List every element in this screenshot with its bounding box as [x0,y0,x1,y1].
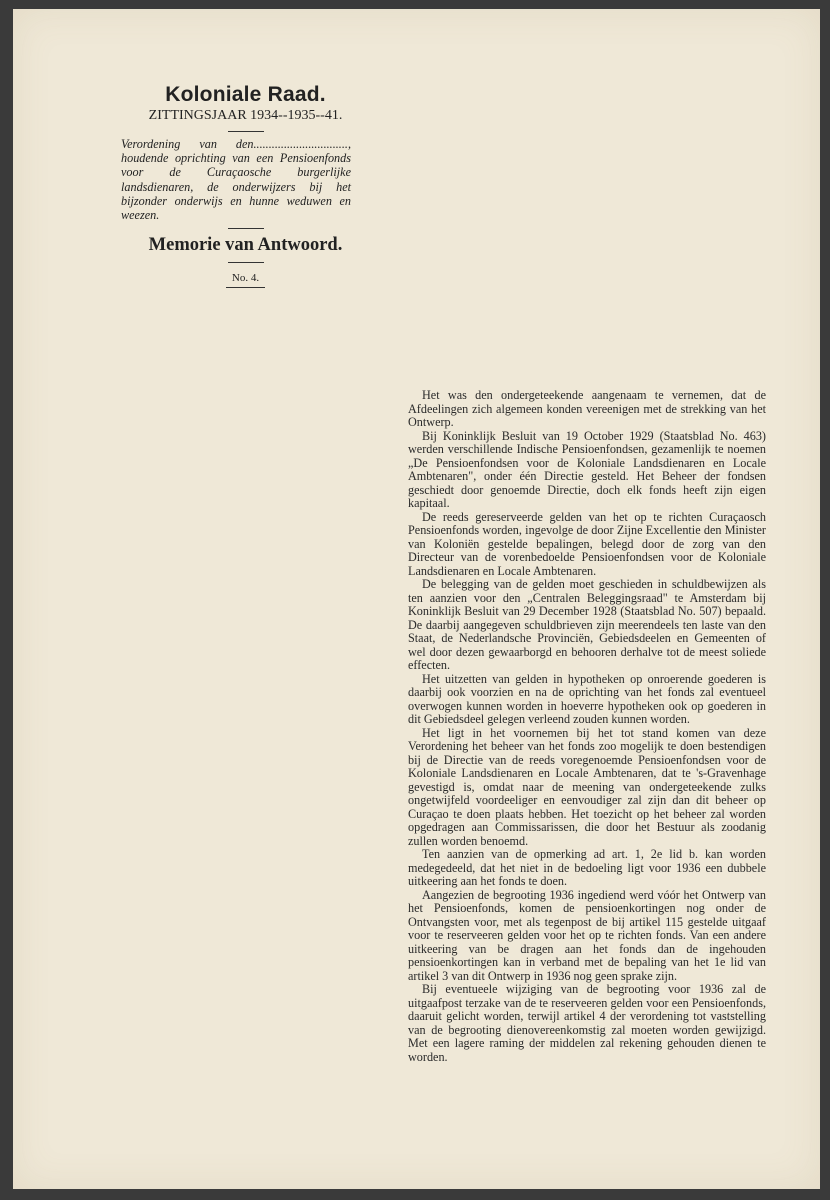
divider [228,131,264,132]
paragraph: Het ligt in het voornemen bij het tot stand komen van deze Verordening het beheer van het fonds zoo mogelijk te doen bestendigen bij de Directie van de reeds voregenoemde Pensioenfondsen voor de Koloniale Landsdienaren en Locale Ambtenaren, dat te 's-Gravenhage gevestigd is, omdat naar de meening van ondergeteekende zulks ongetwijfeld voordeeliger en eenvoudiger zal zijn dan dit beheer op Curaçao te doen plaats hebben. Het toezicht op het beheer zal worden opgedragen aan Commissarissen, die door het Bestuur als zoodanig zullen worden benoemd. [408,725,766,848]
document-page [13,9,820,1189]
document-type: Memorie van Antwoord. [148,235,343,256]
paragraph: Het uitzetten van gelden in hypotheken op onroerende goederen is daarbij ook voorzien en na de oprichting van het fonds zal eventueel overwogen kunnen worden in hoeverre hypotheken ook op goederen in dit Gebiedsdeel gelegen verleend zouden kunnen worden. [408,671,766,726]
divider [228,262,264,263]
paragraph: De belegging van de gelden moet geschieden in schuldbewijzen als ten aanzien voor den „Centralen Beleggingsraad" te Amsterdam bij Koninklijk Besluit van 29 December 1928 (Staatsblad No. 507) bepaald. De daarbij aangegeven schuldbrieven zijn meerendeels ten laste van den Staat, de Nederlandsche Provinciën, Gebiedsdeelen en Gemeenten of wel door dezen gewaarborgd en behooren derhalve tot de meest soliede effecten. [408,577,766,672]
document-number: No. 4. [226,271,265,288]
paragraph: Aangezien de begrooting 1936 ingediend werd vóór het Ontwerp van het Pensioenfonds, komen de pensioenkortingen nog onder de Ontvangsten voor, met als tegenpost de bij artikel 115 gestelde uitgaaf voor te reserveeren gelden voor het op te richten fonds. Van een andere uitkeering van be dragen aan het fonds dan de ingehouden pensioenkortingen kan in verband met de bepaling van het 1e lid van artikel 3 van dit Ontwerp in 1936 nog geen sprake zijn. [408,887,766,983]
body-text [408,389,766,1064]
session-year: ZITTINGSJAAR 1934--1935--41. [148,108,343,123]
document-header [123,83,368,288]
ordinance-title: Verordening van den..............................., houdende oprichting van een Pensioenfonds voor de Curaçaosche burgerlijke landsdienaren, de onderwijzers bij het bijzonder onderwijs en hunne weduwen en weezen. [121,137,351,223]
paragraph: Ten aanzien van de opmerking ad art. 1, 2e lid b. kan worden medegedeeld, dat het niet in de bedoeling ligt voor 1936 een dubbele uitkeering aan het fonds te doen. [408,847,766,888]
council-title: Koloniale Raad. [165,83,326,106]
paragraph: De reeds gereserveerde gelden van het op te richten Curaçaosch Pensioenfonds worden, ingevolge de door Zijne Excellentie den Minister van Koloniën gestelde bepalingen, belegd door de zorg van den Directeur van de vorenbedoelde Pensioenfondsen voor de Koloniale Landsdienaren en Locale Ambtenaren. [408,509,766,578]
paragraph: Bij Koninklijk Besluit van 19 October 1929 (Staatsblad No. 463) werden verschillende Indische Pensioenfondsen, gezamenlijk te noemen „De Pensioenfondsen voor de Koloniale Landsdienaren en Locale Ambtenaren", onder één Directie gesteld. Het Beheer der fondsen geschiedt door genoemde Directie, doch elk fonds heeft zijn eigen kapitaal. [408,428,766,510]
divider [228,228,264,229]
paragraph: Het was den ondergeteekende aangenaam te vernemen, dat de Afdeelingen zich algemeen konden vereenigen met de strekking van het Ontwerp. [408,388,766,429]
paragraph: Bij eventueele wijziging van de begrooting voor 1936 zal de uitgaafpost terzake van de te reserveeren gelden voor een Pensioenfonds, daaruit gelicht worden, terwijl artikel 4 der verordening tot vaststelling van de begrooting dienovereenkomstig zal moeten worden gewijzigd. Met een lagere raming der middelen zal rekening gehouden dienen te worden. [408,982,766,1064]
